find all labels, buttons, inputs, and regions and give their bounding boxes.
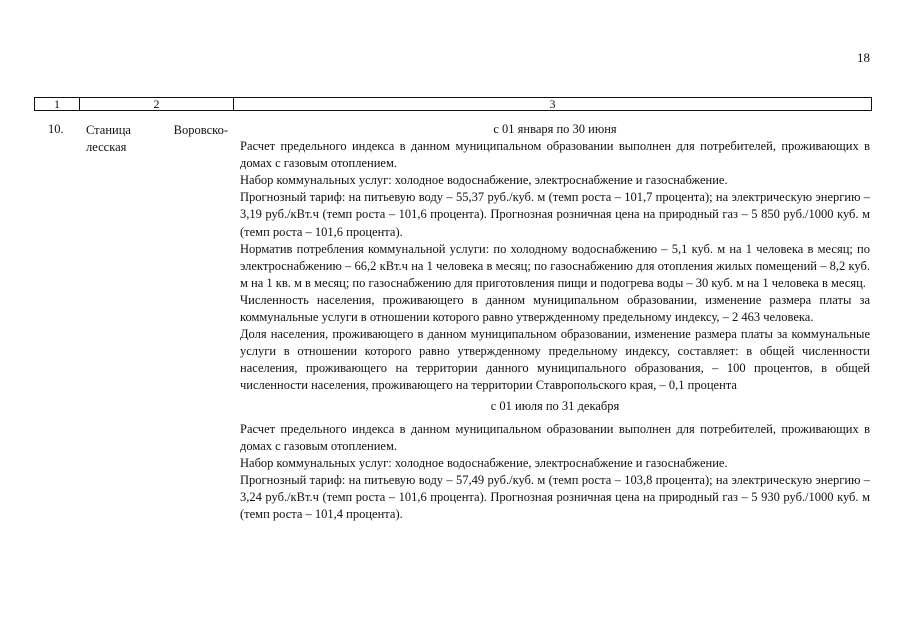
table-header-col2: 2 [80, 98, 234, 110]
row-number: 10. [48, 122, 64, 136]
period1-paragraph: Набор коммунальных услуг: холодное водоснабжение, электроснабжение и газоснабжение. [240, 173, 728, 188]
locality-word2: Воровско- [173, 123, 228, 137]
table-header-col3: 3 [549, 97, 556, 111]
page-number: 18 [857, 50, 870, 65]
period1-paragraph: Норматив потребления коммунальной услуги: по холодному водоснабжению – 5,1 куб. м на 1 человека в месяц; по электроснабжению – 66,2 кВт.ч на 1 человека в месяц; по газоснабжению для отопления жилых помещений – 8,2 куб. м на 1 кв. м в месяц; по газоснабжению для приготовления пищи и подогрева воды – 30 куб. м на 1 человека в месяц. [240, 241, 870, 290]
period1-paragraph: Расчет предельного индекса в данном муниципальном образовании выполнен для потребителей, проживающих в домах с газовым отоплением. [240, 139, 870, 171]
row-content [240, 121, 870, 523]
period2-paragraph: Набор коммунальных услуг: холодное водоснабжение, электроснабжение и газоснабжение. [240, 455, 728, 470]
period1-header: с 01 января по 30 июня [493, 122, 617, 136]
period2-header: с 01 июля по 31 декабря [490, 398, 620, 413]
period2-paragraph: Прогнозный тариф: на питьевую воду – 57,49 руб./куб. м (темп роста – 103,8 процента); на электрическую энергию – 3,24 руб./кВт.ч (темп роста – 101,6 процента). Прогнозная розничная цена на природный газ – 5 930 руб./1000 куб. м (темп роста – 101,4 процента). [240, 472, 870, 522]
locality-word1: Станица [86, 123, 131, 137]
locality-name [86, 122, 232, 156]
period2-paragraph: Расчет предельного индекса в данном муниципальном образовании выполнен для потребителей, проживающих в домах с газовым отоплением. [240, 421, 870, 453]
table-header-row [34, 97, 872, 111]
period1-paragraph: Доля населения, проживающего в данном муниципальном образовании, изменение размера платы за коммунальные услуги в отношении которого равно утвержденному предельному индексу, составляет: в общей численности населения, проживающего на территории данного муниципального образования, – 100 процентов, в общей численности населения, проживающего на территории Ставропольского края, – 0,1 процента [240, 327, 870, 393]
locality-line2: лесская [86, 140, 127, 154]
period1-paragraph: Численность населения, проживающего в данном муниципальном образовании, изменение размера платы за коммунальные услуги в отношении которого равно утвержденному предельному индексу, – 2 463 человека. [240, 292, 870, 325]
period1-paragraph: Прогнозный тариф: на питьевую воду – 55,37 руб./куб. м (темп роста – 101,7 процента); на электрическую энергию – 3,19 руб./кВт.ч (темп роста – 101,6 процента). Прогнозная розничная цена на природный газ – 5 850 руб./1000 куб. м (темп роста – 101,6 процента). [240, 190, 870, 239]
table-header-col1: 1 [35, 98, 80, 110]
